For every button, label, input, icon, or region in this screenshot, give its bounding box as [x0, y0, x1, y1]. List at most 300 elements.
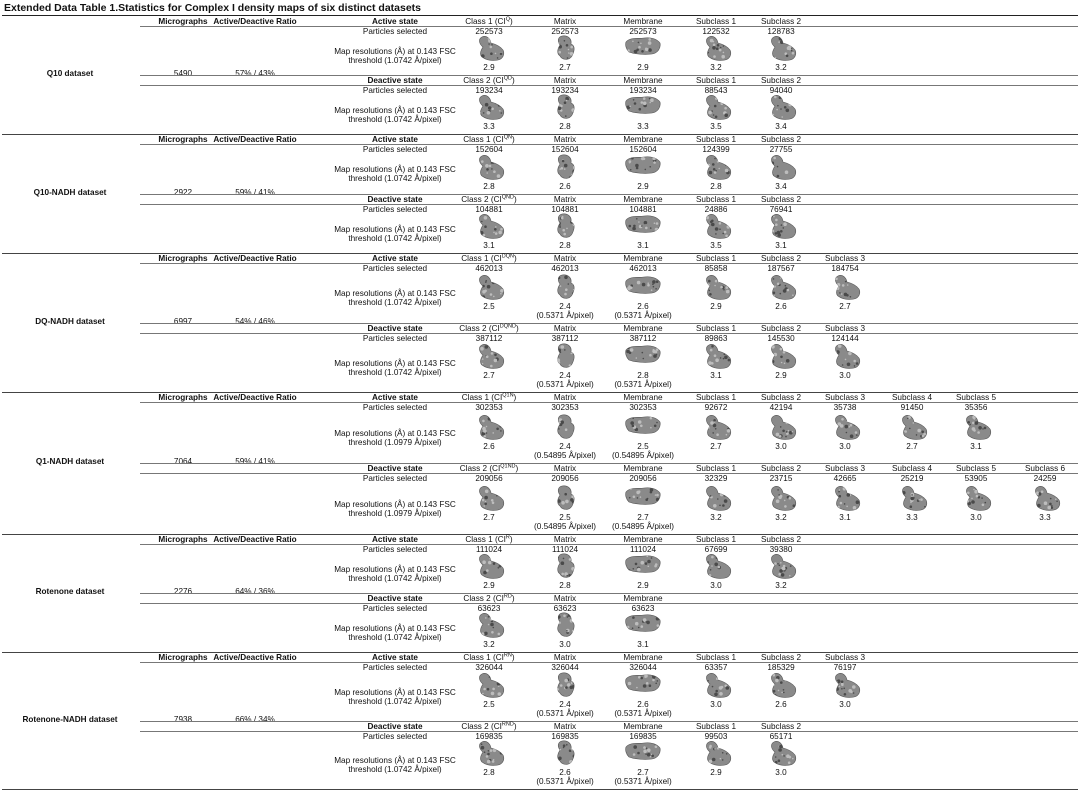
subclass-label: Subclass 4: [891, 393, 933, 402]
density-map-image: [552, 552, 582, 580]
particles-value: 128783: [767, 27, 795, 36]
micrographs-header: Micrographs: [158, 535, 208, 544]
row-divider: [140, 731, 1078, 732]
class-label: Class 2 $(CI^{Q1ND})$: [459, 463, 519, 473]
deactive-state-label: Deactive state: [367, 464, 423, 473]
density-map-image: [899, 413, 929, 441]
resolution-value: 2.6: [559, 182, 571, 191]
resolution-value: 3.1: [637, 640, 649, 649]
particles-value: 99503: [704, 732, 728, 741]
resolution-value: 2.5: [637, 442, 649, 451]
matrix-label: Matrix: [553, 393, 577, 402]
particles-value: 89863: [704, 334, 728, 343]
subclass-label: Subclass 2: [760, 393, 802, 402]
particles-value: 104881: [475, 205, 503, 214]
subclass-label: Subclass 1: [695, 254, 737, 263]
particles-selected-label: Particles selected: [362, 86, 428, 95]
matrix-label: Matrix: [553, 195, 577, 204]
subclass-label: Subclass 2: [760, 195, 802, 204]
row-divider: [140, 473, 1078, 474]
threshold-label: threshold (1.0742 Å/pixel): [348, 697, 442, 706]
density-map-image: [476, 34, 506, 62]
subclass-label: Subclass 6: [1024, 464, 1066, 473]
density-map-image: [703, 671, 733, 699]
resolution-value: 3.2: [775, 581, 787, 590]
particles-value: 209056: [629, 474, 657, 483]
particles-value: 53905: [964, 474, 988, 483]
pixel-size-value: (0.5371 Å/pixel): [614, 311, 672, 320]
particles-value: 152604: [551, 145, 579, 154]
membrane-label: Membrane: [623, 254, 663, 263]
particles-value: 24886: [704, 205, 728, 214]
resolution-value: 3.3: [906, 513, 918, 522]
ratio-value: 59% / 41%: [235, 457, 275, 466]
density-map-image: [768, 484, 798, 512]
particles-value: 23715: [769, 474, 793, 483]
threshold-label: threshold (1.0979 Å/pixel): [348, 438, 442, 447]
resolution-value: 3.0: [839, 700, 851, 709]
dataset-name: Q10 dataset: [46, 69, 94, 78]
micrographs-header: Micrographs: [158, 254, 208, 263]
resolution-value: 2.9: [637, 182, 649, 191]
density-map-image: [476, 342, 506, 370]
density-map-image: [624, 273, 662, 295]
dataset-name: Q10-NADH dataset: [33, 188, 107, 197]
resolution-value: 2.5: [483, 700, 495, 709]
map-resolution-label: Map resolutions (Å) at 0.143 FSC: [334, 106, 456, 115]
class-label: Class 2 $(CI^{DQND})$: [459, 323, 519, 333]
subclass-label: Subclass 1: [695, 464, 737, 473]
class-label: Class 1 $(CI^{Q1N})$: [461, 392, 517, 402]
row-divider: [140, 544, 1078, 545]
resolution-value: 3.3: [1039, 513, 1051, 522]
row-divider: [140, 662, 1078, 663]
deactive-state-label: Deactive state: [367, 195, 423, 204]
particles-value: 169835: [629, 732, 657, 741]
particles-value: 42194: [769, 403, 793, 412]
resolution-value: 2.7: [839, 302, 851, 311]
particles-value: 35356: [964, 403, 988, 412]
particles-selected-label: Particles selected: [362, 403, 428, 412]
density-map-image: [703, 212, 733, 240]
map-resolution-label: Map resolutions (Å) at 0.143 FSC: [334, 565, 456, 574]
particles-value: 252573: [475, 27, 503, 36]
resolution-value: 3.0: [839, 371, 851, 380]
ratio-value: 64% / 36%: [235, 587, 275, 596]
resolution-value: 3.2: [483, 640, 495, 649]
particles-value: 76941: [769, 205, 793, 214]
particles-value: 387112: [551, 334, 579, 343]
membrane-label: Membrane: [623, 324, 663, 333]
subclass-label: Subclass 2: [760, 535, 802, 544]
membrane-label: Membrane: [623, 464, 663, 473]
density-map-image: [552, 342, 582, 370]
matrix-label: Matrix: [553, 464, 577, 473]
resolution-value: 2.9: [483, 581, 495, 590]
particles-value: 124399: [702, 145, 730, 154]
resolution-value: 2.7: [637, 768, 649, 777]
threshold-label: threshold (1.0742 Å/pixel): [348, 56, 442, 65]
density-map-image: [703, 342, 733, 370]
density-map-image: [476, 212, 506, 240]
resolution-value: 2.6: [483, 442, 495, 451]
density-map-image: [476, 413, 506, 441]
class-label: Class 1 $(CI^{QN})$: [463, 134, 515, 144]
resolution-value: 2.8: [559, 241, 571, 250]
density-map-image: [624, 93, 662, 115]
threshold-label: threshold (1.0742 Å/pixel): [348, 368, 442, 377]
density-map-image: [624, 611, 662, 633]
particles-value: 63623: [553, 604, 577, 613]
map-resolution-label: Map resolutions (Å) at 0.143 FSC: [334, 500, 456, 509]
class-label: Class 1 $(CI^Q)$: [465, 16, 513, 26]
pixel-size-value: (0.54895 Å/pixel): [534, 451, 596, 460]
state-divider: [140, 323, 1078, 324]
subclass-label: Subclass 1: [695, 535, 737, 544]
density-map-image: [552, 153, 582, 181]
resolution-value: 3.0: [775, 442, 787, 451]
micrographs-value: 2922: [173, 188, 193, 197]
particles-value: 94040: [769, 86, 793, 95]
particles-value: 111024: [475, 545, 503, 554]
resolution-value: 2.5: [559, 513, 571, 522]
density-map-image: [703, 413, 733, 441]
particles-selected-label: Particles selected: [362, 604, 428, 613]
density-map-image: [768, 342, 798, 370]
density-map-image: [1032, 484, 1062, 512]
density-map-image: [832, 671, 862, 699]
membrane-label: Membrane: [623, 594, 663, 603]
pixel-size-value: (0.5371 Å/pixel): [614, 777, 672, 786]
subclass-label: Subclass 2: [760, 653, 802, 662]
title-underline: [2, 15, 1078, 16]
particles-value: 24259: [1033, 474, 1057, 483]
pixel-size-value: (0.54895 Å/pixel): [534, 522, 596, 531]
micrographs-value: 7938: [173, 715, 193, 724]
density-map-image: [552, 273, 582, 301]
resolution-value: 3.1: [637, 241, 649, 250]
map-resolution-label: Map resolutions (Å) at 0.143 FSC: [334, 429, 456, 438]
density-map-image: [624, 671, 662, 693]
active-state-label: Active state: [372, 393, 418, 402]
particles-value: 104881: [629, 205, 657, 214]
subclass-label: Subclass 2: [760, 135, 802, 144]
resolution-value: 2.8: [559, 122, 571, 131]
density-map-image: [476, 153, 506, 181]
resolution-value: 2.7: [637, 513, 649, 522]
resolution-value: 2.6: [559, 768, 571, 777]
density-map-image: [832, 273, 862, 301]
ratio-value: 59% / 41%: [235, 188, 275, 197]
particles-selected-label: Particles selected: [362, 264, 428, 273]
threshold-label: threshold (1.0979 Å/pixel): [348, 509, 442, 518]
membrane-label: Membrane: [623, 17, 663, 26]
subclass-label: Subclass 2: [760, 464, 802, 473]
particles-value: 42665: [833, 474, 857, 483]
matrix-label: Matrix: [553, 535, 577, 544]
micrographs-value: 5490: [173, 69, 193, 78]
micrographs-value: 2276: [173, 587, 193, 596]
subclass-label: Subclass 1: [695, 722, 737, 731]
deactive-state-label: Deactive state: [367, 76, 423, 85]
resolution-value: 3.1: [839, 513, 851, 522]
density-map-image: [703, 93, 733, 121]
resolution-value: 2.8: [637, 371, 649, 380]
density-map-image: [899, 484, 929, 512]
density-map-image: [552, 413, 582, 441]
subclass-label: Subclass 1: [695, 653, 737, 662]
subclass-label: Subclass 1: [695, 17, 737, 26]
resolution-value: 3.3: [483, 122, 495, 131]
density-map-image: [703, 153, 733, 181]
resolution-value: 2.8: [710, 182, 722, 191]
row-divider: [140, 26, 1078, 27]
resolution-value: 2.4: [559, 302, 571, 311]
active-state-label: Active state: [372, 254, 418, 263]
subclass-label: Subclass 2: [760, 17, 802, 26]
resolution-value: 2.9: [483, 63, 495, 72]
class-label: Class 2 (CIRD): [463, 593, 515, 603]
class-label: Class 1 $(CI^{DQN})$: [461, 253, 517, 263]
particles-selected-label: Particles selected: [362, 474, 428, 483]
subclass-label: Subclass 1: [695, 393, 737, 402]
resolution-value: 2.6: [637, 700, 649, 709]
subclass-label: Subclass 5: [955, 393, 997, 402]
density-map-image: [963, 413, 993, 441]
density-map-image: [624, 153, 662, 175]
particles-value: 76197: [833, 663, 857, 672]
resolution-value: 2.7: [483, 371, 495, 380]
particles-value: 32329: [704, 474, 728, 483]
map-resolution-label: Map resolutions (Å) at 0.143 FSC: [334, 688, 456, 697]
particles-value: 145530: [767, 334, 795, 343]
particles-selected-label: Particles selected: [362, 334, 428, 343]
subclass-label: Subclass 3: [824, 324, 866, 333]
threshold-label: threshold (1.0742 Å/pixel): [348, 765, 442, 774]
threshold-label: threshold (1.0742 Å/pixel): [348, 174, 442, 183]
row-divider: [140, 333, 1078, 334]
pixel-size-value: (0.5371 Å/pixel): [536, 311, 594, 320]
table-title: Extended Data Table 1.Statistics for Complex I density maps of six distinct datasets: [4, 2, 422, 14]
particles-value: 193234: [551, 86, 579, 95]
density-map-image: [768, 413, 798, 441]
particles-value: 152604: [629, 145, 657, 154]
resolution-value: 3.1: [775, 241, 787, 250]
particles-selected-label: Particles selected: [362, 205, 428, 214]
state-divider: [140, 194, 1078, 195]
particles-value: 152604: [475, 145, 503, 154]
density-map-image: [624, 552, 662, 574]
particles-value: 63623: [477, 604, 501, 613]
resolution-value: 2.7: [906, 442, 918, 451]
resolution-value: 3.5: [710, 241, 722, 250]
membrane-label: Membrane: [623, 653, 663, 662]
subclass-label: Subclass 1: [695, 135, 737, 144]
ratio-header: Active/Deactive Ratio: [213, 135, 297, 144]
ratio-header: Active/Deactive Ratio: [213, 535, 297, 544]
resolution-value: 2.6: [775, 302, 787, 311]
particles-selected-label: Particles selected: [362, 545, 428, 554]
density-map-image: [624, 413, 662, 435]
density-map-image: [476, 611, 506, 639]
row-divider: [140, 402, 1078, 403]
map-resolution-label: Map resolutions (Å) at 0.143 FSC: [334, 225, 456, 234]
density-map-image: [624, 739, 662, 761]
active-state-label: Active state: [372, 535, 418, 544]
ratio-value: 66% / 34%: [235, 715, 275, 724]
particles-value: 252573: [629, 27, 657, 36]
density-map-image: [552, 739, 582, 767]
subclass-label: Subclass 2: [760, 324, 802, 333]
membrane-label: Membrane: [623, 195, 663, 204]
resolution-value: 3.2: [775, 63, 787, 72]
resolution-value: 3.2: [710, 513, 722, 522]
resolution-value: 3.1: [483, 241, 495, 250]
density-map-image: [703, 739, 733, 767]
particles-value: 122532: [702, 27, 730, 36]
row-divider: [140, 85, 1078, 86]
state-divider: [140, 593, 1078, 594]
ratio-value: 57% / 43%: [235, 69, 275, 78]
threshold-label: threshold (1.0742 Å/pixel): [348, 633, 442, 642]
particles-value: 252573: [551, 27, 579, 36]
map-resolution-label: Map resolutions (Å) at 0.143 FSC: [334, 47, 456, 56]
row-divider: [140, 204, 1078, 205]
resolution-value: 3.0: [710, 581, 722, 590]
resolution-value: 2.6: [637, 302, 649, 311]
resolution-value: 3.2: [710, 63, 722, 72]
state-divider: [140, 721, 1078, 722]
row-divider: [140, 263, 1078, 264]
row-divider: [140, 144, 1078, 145]
map-resolution-label: Map resolutions (Å) at 0.143 FSC: [334, 165, 456, 174]
particles-value: 462013: [629, 264, 657, 273]
threshold-label: threshold (1.0742 Å/pixel): [348, 234, 442, 243]
particles-value: 209056: [475, 474, 503, 483]
density-map-image: [552, 484, 582, 512]
density-map-image: [476, 552, 506, 580]
membrane-label: Membrane: [623, 393, 663, 402]
particles-value: 169835: [551, 732, 579, 741]
resolution-value: 2.4: [559, 700, 571, 709]
threshold-label: threshold (1.0742 Å/pixel): [348, 574, 442, 583]
dataset-name: Rotenone-NADH dataset: [22, 715, 118, 724]
micrographs-value: 6997: [173, 317, 193, 326]
density-map-image: [703, 552, 733, 580]
matrix-label: Matrix: [553, 76, 577, 85]
ratio-header: Active/Deactive Ratio: [213, 393, 297, 402]
density-map-image: [768, 93, 798, 121]
particles-value: 187567: [767, 264, 795, 273]
map-resolution-label: Map resolutions (Å) at 0.143 FSC: [334, 289, 456, 298]
particles-selected-label: Particles selected: [362, 145, 428, 154]
subclass-label: Subclass 1: [695, 195, 737, 204]
resolution-value: 2.9: [637, 63, 649, 72]
active-state-label: Active state: [372, 135, 418, 144]
resolution-value: 2.6: [775, 700, 787, 709]
resolution-value: 2.7: [559, 63, 571, 72]
dataset-name: DQ-NADH dataset: [35, 317, 105, 326]
pixel-size-value: (0.5371 Å/pixel): [614, 380, 672, 389]
resolution-value: 3.2: [775, 513, 787, 522]
dataset-name: Rotenone dataset: [35, 587, 105, 596]
particles-value: 111024: [629, 545, 657, 554]
class-label: Class 1 $(CI^{RN})$: [463, 652, 515, 662]
pixel-size-value: (0.54895 Å/pixel): [612, 522, 674, 531]
resolution-value: 2.9: [710, 768, 722, 777]
density-map-image: [624, 212, 662, 234]
particles-selected-label: Particles selected: [362, 27, 428, 36]
threshold-label: threshold (1.0742 Å/pixel): [348, 115, 442, 124]
class-label: Class 2 $(CI^{RND})$: [461, 721, 517, 731]
density-map-image: [703, 273, 733, 301]
particles-value: 184754: [831, 264, 859, 273]
deactive-state-label: Deactive state: [367, 594, 423, 603]
particles-value: 326044: [551, 663, 579, 672]
resolution-value: 3.0: [710, 700, 722, 709]
matrix-label: Matrix: [553, 653, 577, 662]
particles-value: 104881: [551, 205, 579, 214]
membrane-label: Membrane: [623, 135, 663, 144]
resolution-value: 3.0: [559, 640, 571, 649]
subclass-label: Subclass 4: [891, 464, 933, 473]
particles-value: 462013: [551, 264, 579, 273]
resolution-value: 2.7: [710, 442, 722, 451]
matrix-label: Matrix: [553, 324, 577, 333]
density-map-image: [476, 739, 506, 767]
density-map-image: [624, 342, 662, 364]
particles-value: 63357: [704, 663, 728, 672]
particles-value: 91450: [900, 403, 924, 412]
density-map-image: [832, 484, 862, 512]
state-divider: [140, 75, 1078, 76]
resolution-value: 2.4: [559, 442, 571, 451]
density-map-image: [768, 212, 798, 240]
particles-value: 462013: [475, 264, 503, 273]
matrix-label: Matrix: [553, 135, 577, 144]
matrix-label: Matrix: [553, 594, 577, 603]
matrix-label: Matrix: [553, 254, 577, 263]
density-map-image: [476, 484, 506, 512]
pixel-size-value: (0.5371 Å/pixel): [536, 380, 594, 389]
resolution-value: 3.5: [710, 122, 722, 131]
resolution-value: 3.0: [839, 442, 851, 451]
map-resolution-label: Map resolutions (Å) at 0.143 FSC: [334, 756, 456, 765]
density-map-image: [768, 671, 798, 699]
particles-value: 193234: [475, 86, 503, 95]
particles-value: 387112: [475, 334, 503, 343]
subclass-label: Subclass 3: [824, 393, 866, 402]
density-map-image: [768, 739, 798, 767]
resolution-value: 2.9: [775, 371, 787, 380]
subclass-label: Subclass 3: [824, 653, 866, 662]
particles-value: 92672: [704, 403, 728, 412]
density-map-image: [624, 484, 662, 506]
micrographs-header: Micrographs: [158, 135, 208, 144]
particles-value: 193234: [629, 86, 657, 95]
resolution-value: 3.3: [637, 122, 649, 131]
threshold-label: threshold (1.0742 Å/pixel): [348, 298, 442, 307]
deactive-state-label: Deactive state: [367, 722, 423, 731]
density-map-image: [832, 413, 862, 441]
particles-value: 85858: [704, 264, 728, 273]
subclass-label: Subclass 1: [695, 76, 737, 85]
particles-value: 88543: [704, 86, 728, 95]
active-state-label: Active state: [372, 17, 418, 26]
resolution-value: 3.4: [775, 182, 787, 191]
density-map-image: [624, 34, 662, 56]
particles-value: 387112: [629, 334, 657, 343]
